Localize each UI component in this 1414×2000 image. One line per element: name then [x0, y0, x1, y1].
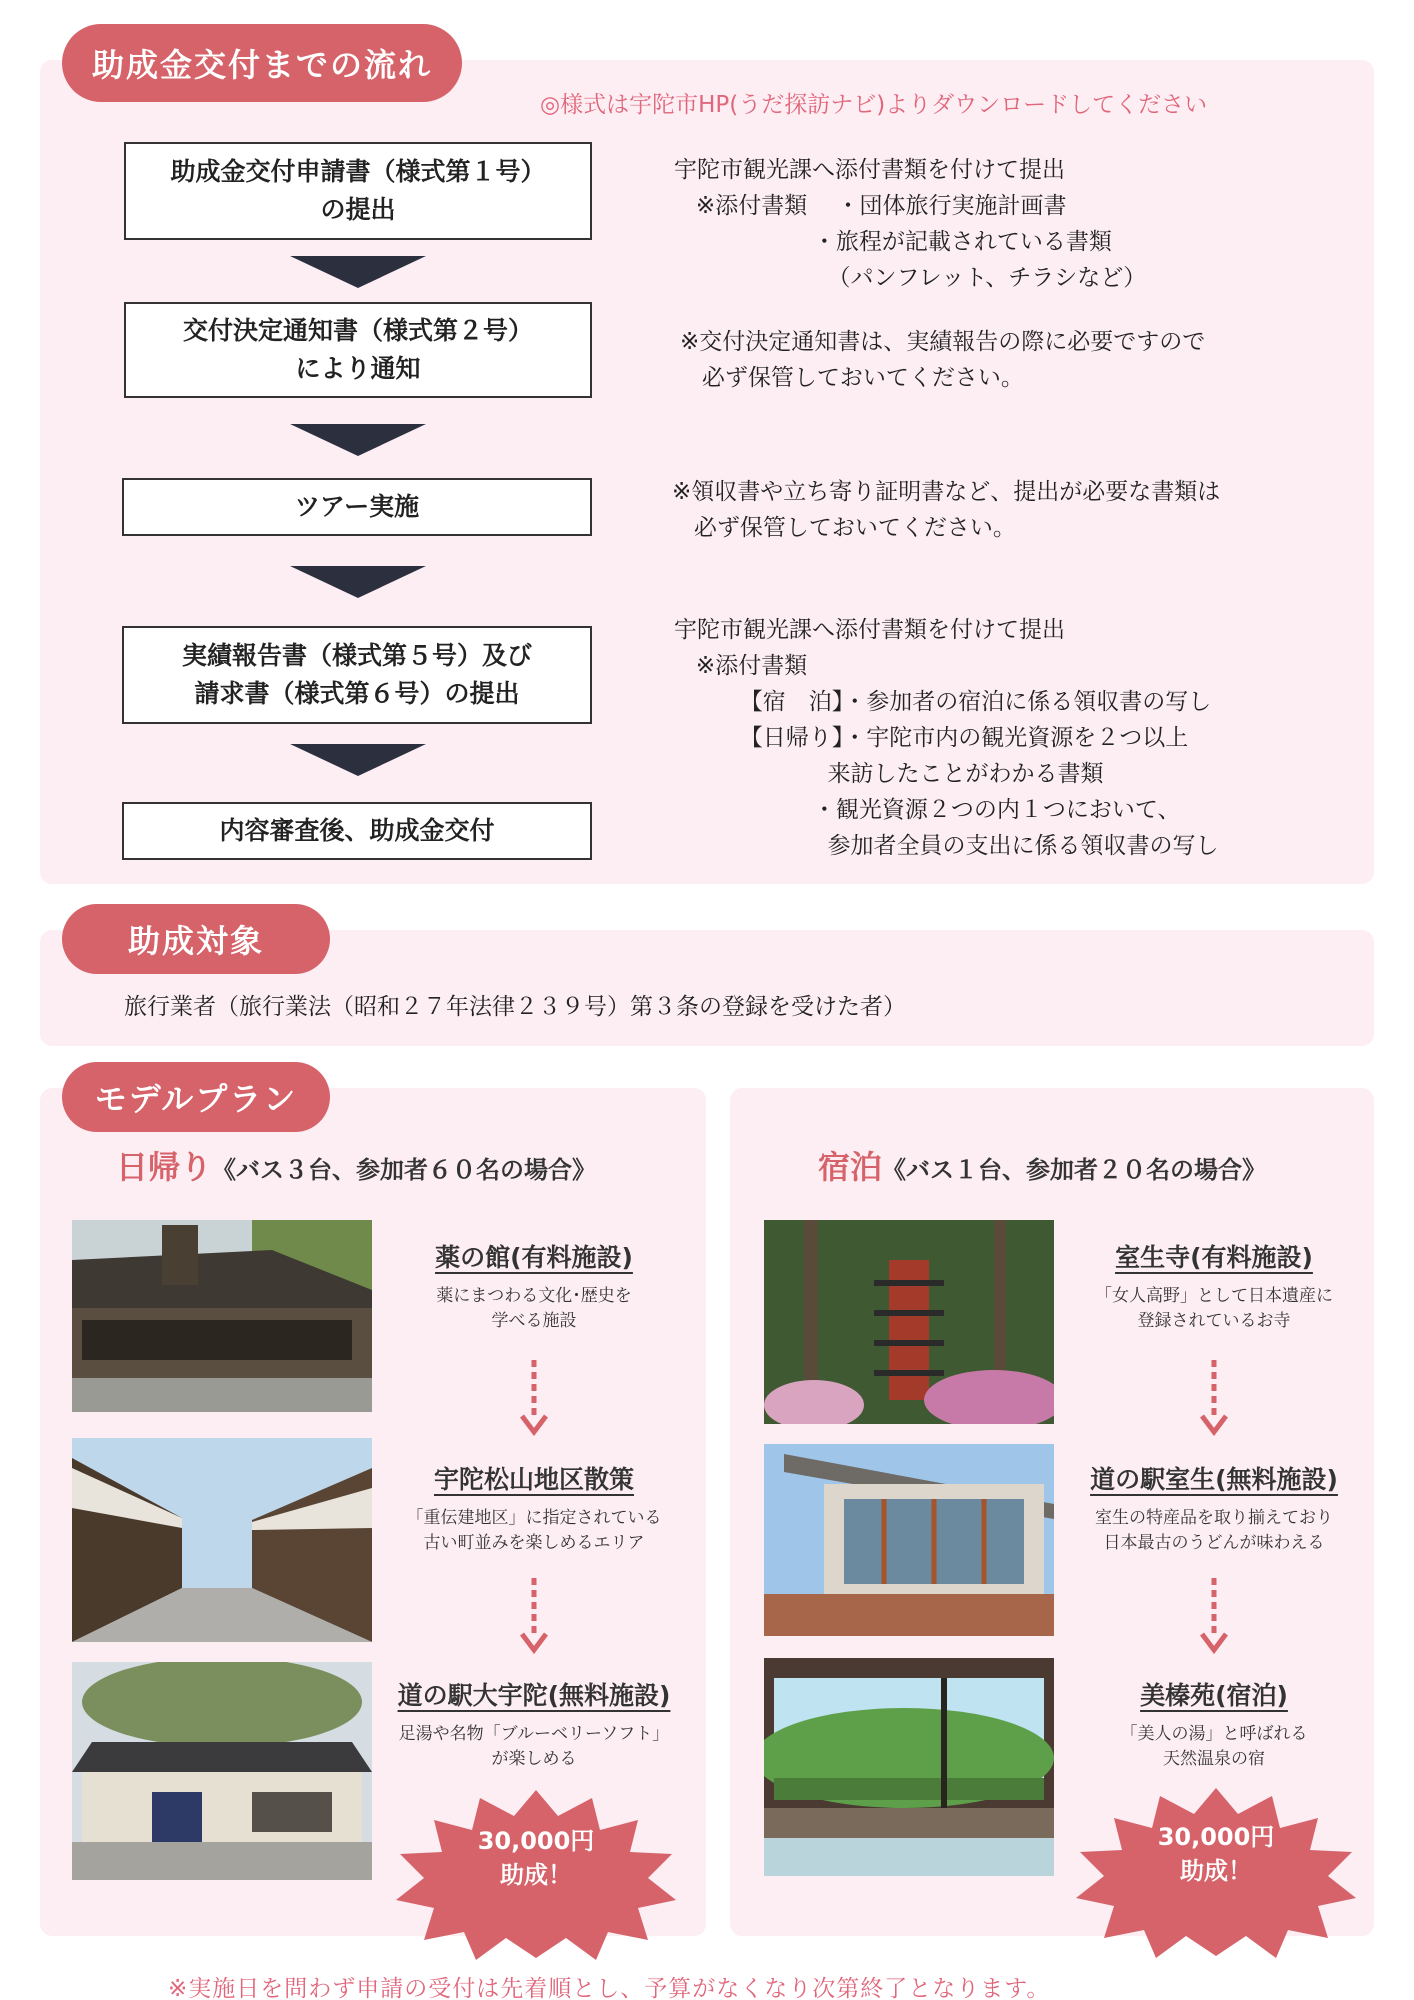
model-heading: モデルプラン [62, 1062, 330, 1132]
stay-spot-3-desc: 「美人の湯」と呼ばれる 天然温泉の宿 [1120, 1724, 1308, 1769]
stay-plan-title-rest: 《バス１台、参加者２０名の場合》 [882, 1156, 1267, 1184]
day-spot-3-desc: 足湯や名物「ブルーベリーソフト」 が楽しめる [398, 1724, 670, 1769]
flow-step-1-line2: の提出 [320, 195, 396, 224]
flow-step-4 [122, 626, 592, 724]
flow-step-3 [122, 478, 592, 536]
flow-arrow-1 [290, 256, 426, 288]
stay-spot-1-desc: 「女人高野」として日本遺産に 登録されているお寺 [1095, 1286, 1333, 1331]
flow-step-4-line2: 請求書（様式第６号）の提出 [194, 679, 520, 708]
flow-note-2: ※交付決定通知書は、実績報告の際に必要ですので 必ず保管しておいてください。 [680, 329, 1206, 391]
stay-subsidy-amount: 30,000円 [1157, 1823, 1275, 1851]
target-text: 旅行業者（旅行業法（昭和２７年法律２３９号）第３条の登録を受けた者） [124, 994, 906, 1020]
day-spot-3-name: 道の駅大宇陀(無料施設) [397, 1681, 671, 1710]
stay-arrow-1-icon [1199, 1360, 1229, 1440]
stay-subsidy-label: 助成！ [1180, 1857, 1252, 1885]
stay-spot-2-desc: 室生の特産品を取り揃えており 日本最古のうどんが味わえる [1095, 1508, 1333, 1553]
murouji-pagoda-photo [764, 1220, 1054, 1424]
flow-step-1-line1: 助成金交付申請書（様式第１号） [170, 157, 546, 186]
flow-note-4: 宇陀市観光課へ添付書類を付けて提出 ※添付書類 【宿 泊】・参加者の宿泊に係る領収書の写し 【日帰り】・宇陀市内の観光資源を２つ以上 来訪したことがわかる書類 ・観光資源２つの内１つにおいて、 参加者全員の支出に係る領収書の写し [674, 617, 1219, 859]
flow-step-4-line1: 実績報告書（様式第５号）及び [181, 641, 532, 670]
day-arrow-1-icon [519, 1360, 549, 1440]
michinoeki-ouda-photo [72, 1662, 372, 1880]
day-spot-1-desc: 薬にまつわる文化･歴史を 学べる施設 [436, 1286, 632, 1331]
stay-subsidy-text [1076, 1820, 1356, 1888]
flow-step-2-line2: により通知 [295, 354, 421, 383]
stay-spot-2-name: 道の駅室生(無料施設) [1090, 1465, 1338, 1494]
flow-note-1: 宇陀市観光課へ添付書類を付けて提出 ※添付書類 ・団体旅行実施計画書 ・旅程が記載されている書類 （パンフレット、チラシなど） [674, 157, 1147, 291]
day-spot-2-desc: 「重伝建地区」に指定されている 古い町並みを楽しめるエリア [406, 1508, 662, 1553]
day-plan-title-rest: 《バス３台、参加者６０名の場合》 [212, 1156, 597, 1184]
flow-arrow-2 [290, 424, 426, 456]
stay-spot-3-name: 美榛苑(宿泊) [1140, 1681, 1288, 1710]
stay-plan-title-highlight: 宿泊 [818, 1148, 883, 1186]
flow-heading: 助成金交付までの流れ [62, 24, 462, 102]
kusuri-yakata-photo [72, 1220, 372, 1412]
bishinen-onsen-photo [764, 1658, 1054, 1876]
day-spot-2-name: 宇陀松山地区散策 [433, 1465, 634, 1494]
footer-note: ※実施日を問わず申請の受付は先着順とし、予算がなくなり次第終了となります。 [168, 1976, 1051, 2000]
stay-arrow-2-icon [1199, 1578, 1229, 1658]
stay-plan-title [818, 1142, 1266, 1188]
matsuyama-street-photo [72, 1438, 372, 1642]
michinoeki-murou-photo [764, 1444, 1054, 1636]
day-subsidy-text [396, 1824, 676, 1892]
download-note: ◎様式は宇陀市HP(うだ探訪ナビ)よりダウンロードしてください [540, 92, 1208, 118]
day-subsidy-amount: 30,000円 [477, 1827, 595, 1855]
day-plan-title-highlight: 日帰り [116, 1148, 213, 1186]
flow-arrow-4 [290, 744, 426, 776]
flow-step-5 [122, 802, 592, 860]
target-heading: 助成対象 [62, 904, 330, 974]
stay-spot-1-name: 室生寺(有料施設) [1115, 1243, 1313, 1272]
day-arrow-2-icon [519, 1578, 549, 1658]
flow-step-2 [124, 302, 592, 398]
flow-step-1 [124, 142, 592, 240]
day-subsidy-label: 助成！ [500, 1861, 572, 1889]
flow-step-5-label: 内容審査後、助成金交付 [219, 816, 495, 845]
day-spot-1-name: 薬の館(有料施設) [435, 1243, 633, 1272]
flow-arrow-3 [290, 566, 426, 598]
flow-note-3: ※領収書や立ち寄り証明書など、提出が必要な書類は 必ず保管しておいてください。 [672, 479, 1221, 541]
day-plan-title [116, 1142, 596, 1188]
flow-step-3-label: ツアー実施 [294, 492, 420, 521]
flow-step-2-line1: 交付決定通知書（様式第２号） [182, 316, 533, 345]
